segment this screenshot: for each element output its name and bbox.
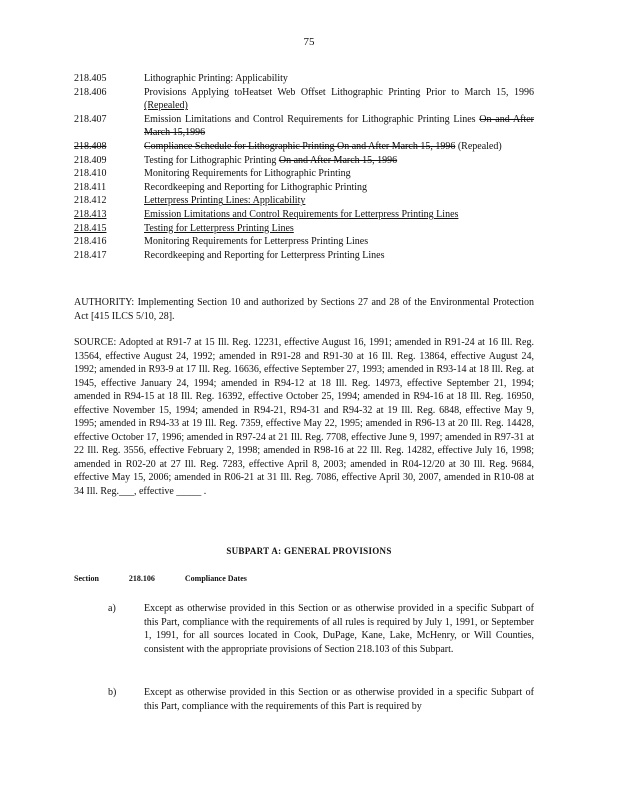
toc-title: Emission Limitations and Control Requirements for Letterpress Printing Lines: [144, 208, 459, 220]
toc-number: 218.412: [74, 195, 107, 207]
section-heading: [74, 574, 275, 583]
toc-row: [74, 86, 534, 113]
toc-title: Lithographic Printing: Applicability: [144, 73, 288, 84]
toc-title: Testing for Lithographic Printing On and After March 15, 1996: [144, 154, 398, 166]
toc-title: Recordkeeping and Reporting for Lithographic Printing: [144, 181, 368, 193]
toc-row: [74, 181, 534, 195]
repealed-note: (Repealed): [457, 140, 502, 152]
toc-title: Recordkeeping and Reporting for Letterpress Printing Lines: [144, 249, 385, 261]
toc-row: [74, 249, 534, 263]
item-text: Except as otherwise provided in this Section or as otherwise provided in a specific Subpart of this Part, compliance with the requirements of all rules is required by July 1, 1991, or September 1, 1991, for all sources located in Cook, DuPage, Kane, Lake, McHenry, or Will Counties, consistent with the appropriate provisions of Section 218.103 of this Subpart.: [144, 603, 534, 655]
list-item: [108, 686, 534, 713]
toc-row: [74, 140, 534, 154]
toc-row: [74, 113, 534, 140]
toc-number: 218.415: [74, 222, 107, 234]
toc-row: [74, 235, 534, 249]
toc-number: 218.417: [74, 249, 107, 261]
toc-number: 218.410: [74, 168, 107, 180]
toc-row: [74, 167, 534, 181]
source-paragraph: SOURCE: Adopted at R91-7 at 15 Ill. Reg. 12231, effective August 16, 1991; amended in R91-24 at 16 Ill. Reg. 13564, effective August 24, 1992; amended in R91-28 and R91-30 at 16 Ill. Reg. 13864, effective August 24, 1992; amended in R93-9 at 17 Ill. Reg. 16636, effective September 27, 1993; amended in R93-14 at 18 Ill. Reg. at 1945, effective January 24, 1994; amended in R94-12 at 18 Ill. Reg. 14973, effective September 21, 1994; amended in R94-15 at 18 Ill. Reg. 16392, effective October 25, 1994; amended in R94-16 at 18 Ill. Reg. 16950, effective November 15, 1994; amended in R94-21, R94-31 and R94-32 at 19 Ill. Reg. 6848, effective May 9, 1995; amended in R94-33 at 19 Ill. Reg. 7359, effective May 22, 1995; amended in R96-13 at 20 Ill. Reg. 14428, effective October 17, 1996; amended in R97-24 at 21 Ill. Reg. 7708, effective June 9, 1997; amended in R97-31 at 22 Ill. Reg. 3556, effective February 2, 1998; amended in R98-16 at 22 Ill. Reg. 14282, effective July 16, 1998; amended in R02-20 at 27 Ill. Reg. 7283, effective April 8, 2003; amended in R04-12/20 at 30 Ill. Reg. 9684, effective May 15, 2006; amended in R06-21 at 31 Ill. Reg. 7086, effective April 30, 2007, amended in R10-08 at 34 Ill. Reg.___, effective _____ .: [74, 337, 534, 497]
struck-text: On and After March 15, 1996: [278, 154, 398, 166]
item-text: Except as otherwise provided in this Section or as otherwise provided in a specific Subpart of this Part, compliance with the requirements of this Part is required by: [144, 687, 534, 712]
toc-title: Emission Limitations and Control Requirements for Lithographic Printing Lines On and After March 15,1996: [144, 113, 534, 139]
toc-number: 218.405: [74, 73, 107, 84]
toc-row: [74, 208, 534, 222]
toc-title: Monitoring Requirements for Letterpress Printing Lines: [144, 236, 369, 248]
toc-title: Provisions Applying toHeatset Web Offset Lithographic Printing Prior to March 15, 1996 (Repealed): [144, 86, 534, 112]
list-item: [108, 602, 534, 656]
toc-number: 218.413: [74, 208, 107, 220]
toc-number: 218.416: [74, 236, 107, 248]
item-label: a): [108, 603, 116, 614]
page-number: 75: [303, 36, 315, 48]
section-title: Compliance Dates: [184, 574, 247, 583]
toc-row: [74, 154, 534, 168]
subpart-heading: SUBPART A: GENERAL PROVISIONS: [226, 546, 392, 556]
table-of-contents: [74, 72, 534, 262]
toc-row: [74, 194, 534, 208]
toc-number: 218.411: [74, 181, 107, 193]
toc-title: Monitoring Requirements for Lithographic Printing: [144, 168, 351, 180]
section-number: 218.106: [128, 574, 155, 583]
toc-title: Compliance Schedule for Lithographic Printing On and After March 15, 1996 (Repealed): [144, 140, 502, 152]
struck-text: On and After March 15,1996: [144, 113, 534, 139]
toc-row: [74, 72, 534, 86]
toc-number: 218.406: [74, 86, 107, 98]
repealed-note: (Repealed): [144, 100, 188, 112]
toc-number: 218.409: [74, 154, 107, 166]
toc-number: 218.407: [74, 113, 107, 125]
toc-row: [74, 222, 534, 236]
toc-title: Letterpress Printing Lines: Applicability: [144, 195, 306, 207]
section-label: Section: [74, 574, 99, 583]
item-label: b): [108, 687, 117, 698]
toc-number: 218.408: [74, 140, 107, 152]
toc-title: Testing for Letterpress Printing Lines: [144, 222, 294, 234]
authority-paragraph: AUTHORITY: Implementing Section 10 and authorized by Sections 27 and 28 of the Environmental Protection Act [415 ILCS 5/10, 28].: [74, 297, 534, 322]
